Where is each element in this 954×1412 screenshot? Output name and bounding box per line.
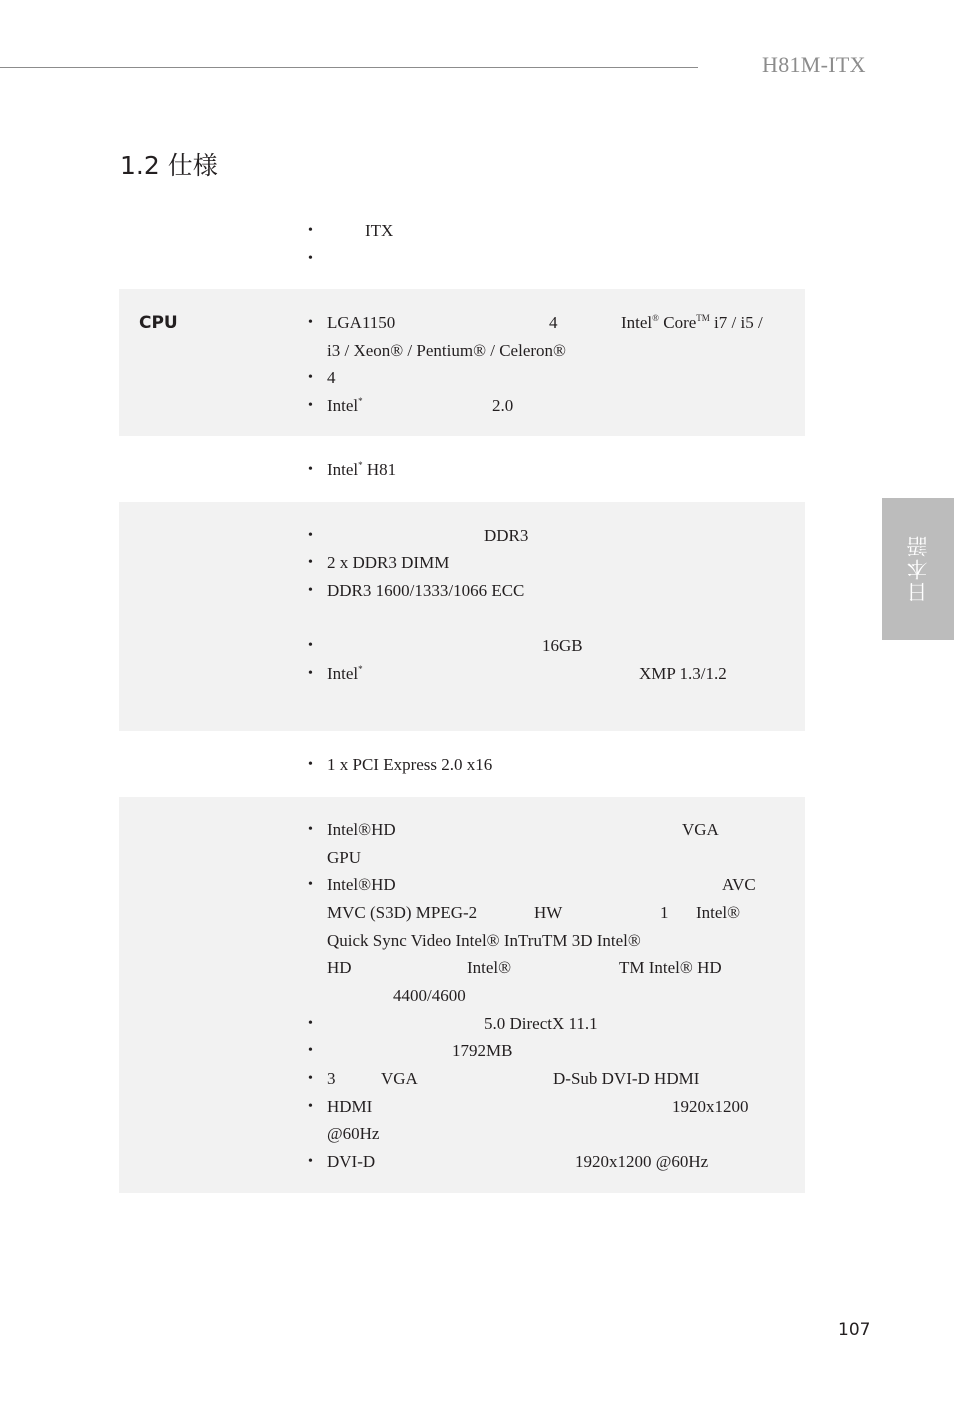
spec-text: LGA1150 (327, 313, 396, 332)
spec-text: DDR3 1600/1333/1066 ECC (327, 581, 525, 600)
bullet: • (308, 1071, 313, 1086)
spec-text: 4 (549, 313, 558, 332)
spec-text-intel: Intel (621, 313, 653, 332)
spec-text: 1920x1200 (672, 1097, 749, 1116)
bullet: • (308, 528, 313, 543)
spec-text: 3 (327, 1069, 336, 1088)
asterisk-mark: * (358, 460, 363, 470)
spec-text: 4400/4600 (393, 986, 466, 1005)
spec-text (621, 313, 763, 333)
spec-block-platform (119, 210, 805, 288)
spec-text: HDMI (327, 1097, 373, 1116)
spec-text-intel: Intel (327, 396, 359, 415)
spec-text: 1 (660, 903, 669, 922)
spec-text: 1920x1200 @60Hz (575, 1152, 709, 1171)
bullet: • (308, 1043, 313, 1058)
bullet: • (308, 462, 313, 477)
spec-block-graphics (119, 797, 805, 1193)
spec-block-expansion (119, 732, 805, 796)
section-title: 1.2 仕様 (120, 151, 218, 180)
spec-text-intel: Intel (327, 460, 359, 479)
bullet: • (308, 583, 313, 598)
spec-text (327, 460, 396, 480)
spec-text: GPU (327, 848, 362, 867)
spec-text: HD (327, 958, 352, 977)
trademark-mark: TM (696, 313, 710, 323)
spec-text-intel: Intel (327, 664, 359, 683)
spec-label-cpu: CPU (139, 313, 178, 333)
bullet: • (308, 1016, 313, 1031)
header-rule (0, 67, 698, 68)
spec-text: Intel® (467, 958, 512, 977)
bullet: • (308, 666, 313, 681)
spec-block-cpu (119, 289, 805, 436)
bullet: • (308, 822, 313, 837)
spec-text-chipset: H81 (366, 460, 397, 479)
bullet: • (308, 555, 313, 570)
spec-text: TM Intel® HD (619, 958, 722, 977)
spec-text: 5.0 DirectX 11.1 (484, 1014, 598, 1033)
spec-text: 1792MB (452, 1041, 513, 1060)
spec-text: AVC (722, 875, 756, 894)
registered-mark: ® (652, 313, 659, 323)
bullet: • (308, 757, 313, 772)
bullet: • (308, 251, 313, 266)
spec-text-models: i7 / i5 / (714, 313, 763, 332)
bullet: • (308, 638, 313, 653)
spec-text: 2 x DDR3 DIMM (327, 553, 450, 572)
bullet: • (308, 370, 313, 385)
spec-text: i3 / Xeon® / Pentium® / Celeron® (327, 341, 566, 360)
spec-text: D-Sub DVI-D HDMI (553, 1069, 700, 1088)
spec-text (327, 396, 363, 416)
spec-text: 1 x PCI Express 2.0 x16 (327, 755, 493, 774)
spec-text: XMP 1.3/1.2 (639, 664, 727, 683)
spec-text: DDR3 (484, 526, 529, 545)
asterisk-mark: * (358, 396, 363, 406)
bullet: • (308, 877, 313, 892)
asterisk-mark: * (358, 664, 363, 674)
spec-text: DVI-D (327, 1152, 376, 1171)
spec-text: Intel®HD (327, 875, 396, 894)
spec-block-chipset (119, 437, 805, 501)
spec-text: Quick Sync Video Intel® InTruTM 3D Intel® (327, 931, 641, 950)
bullet: • (308, 223, 313, 238)
spec-text: @60Hz (327, 1124, 380, 1143)
language-side-tab (882, 498, 954, 640)
spec-text: 16GB (542, 636, 583, 655)
bullet: • (308, 1154, 313, 1169)
bullet: • (308, 315, 313, 330)
page-number: 107 (838, 1320, 871, 1340)
bullet: • (308, 398, 313, 413)
spec-text: ITX (365, 221, 394, 240)
language-side-tab-label: 日本語 (906, 534, 930, 604)
spec-text: 4 (327, 368, 336, 387)
spec-block-memory (119, 502, 805, 731)
spec-text: VGA (682, 820, 719, 839)
spec-text-core: Core (663, 313, 697, 332)
header-model-name: H81M-ITX (762, 52, 866, 77)
spec-text: VGA (381, 1069, 418, 1088)
spec-text: HW (534, 903, 563, 922)
bullet: • (308, 1099, 313, 1114)
spec-text (327, 664, 363, 684)
spec-text: Intel® (696, 903, 741, 922)
spec-text: Intel®HD (327, 820, 396, 839)
spec-text: MVC (S3D) MPEG-2 (327, 903, 478, 922)
spec-text: 2.0 (492, 396, 514, 415)
